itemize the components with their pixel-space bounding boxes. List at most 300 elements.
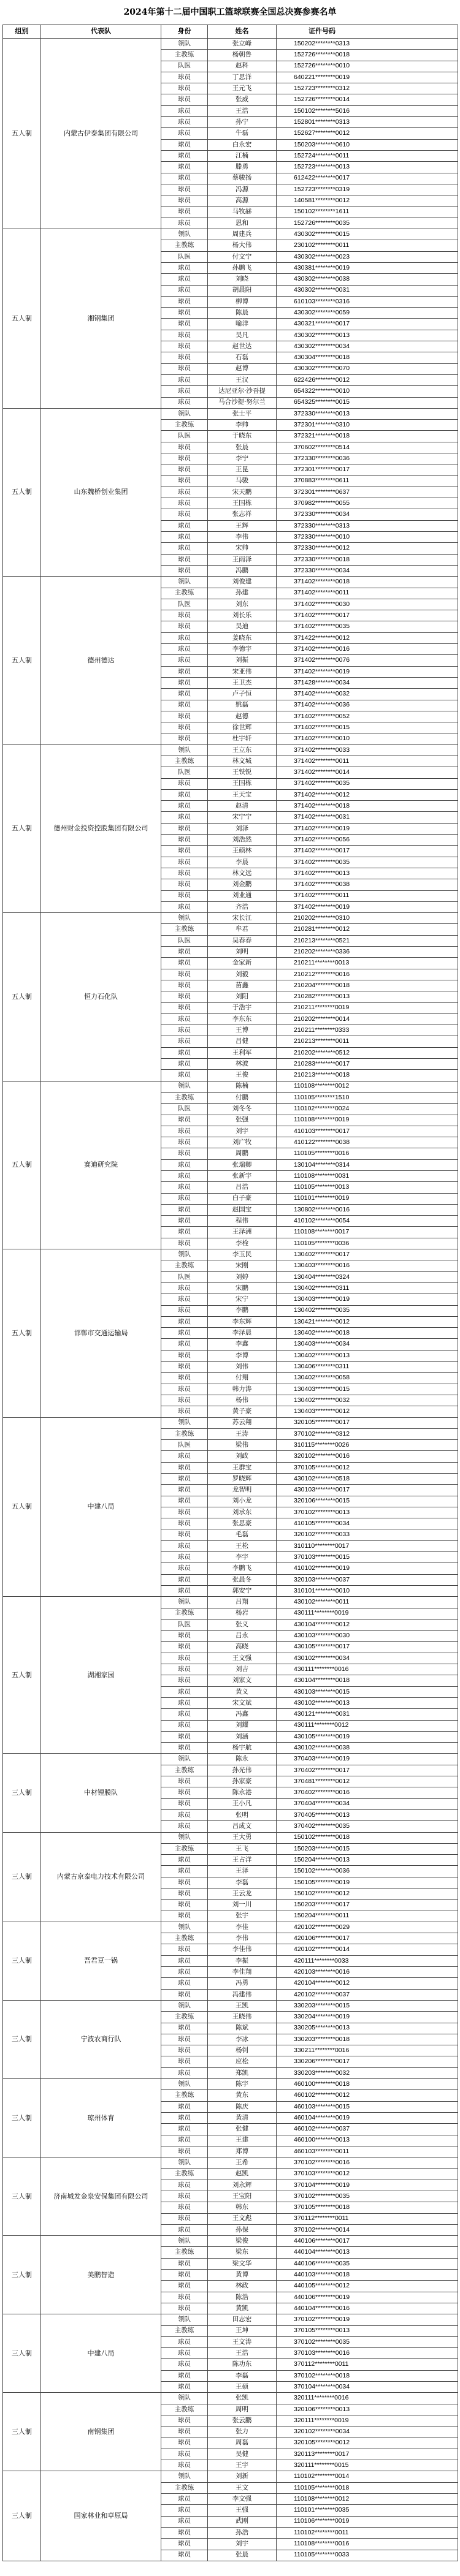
id-cell: 110108********0031	[277, 1170, 458, 1181]
id-cell: 152726********0014	[277, 94, 458, 105]
id-cell: 460104********0019	[277, 2112, 458, 2123]
group-cell: 三人制	[3, 2000, 41, 2078]
role-cell: 领队	[161, 2471, 208, 2482]
id-cell: 372330********0034	[277, 565, 458, 576]
name-cell: 刘新	[208, 2471, 277, 2482]
role-cell: 领队	[161, 229, 208, 240]
name-cell: 张宇	[208, 1911, 277, 1922]
id-cell: 110108********0017	[277, 1227, 458, 1238]
id-cell: 371402********0012	[277, 789, 458, 800]
id-cell: 210202********0336	[277, 947, 458, 958]
role-cell: 球员	[161, 565, 208, 576]
name-cell: 宋长江	[208, 913, 277, 924]
role-cell: 球员	[161, 1855, 208, 1866]
name-cell: 杨伟	[208, 1395, 277, 1406]
id-cell: 371402********0035	[277, 778, 458, 789]
name-cell: 白子豪	[208, 1193, 277, 1204]
name-cell: 李佳伟	[208, 1944, 277, 1955]
id-cell: 370405********0013	[277, 1809, 458, 1820]
id-cell: 410105********0034	[277, 1518, 458, 1529]
role-cell: 球员	[161, 285, 208, 296]
role-cell: 球员	[161, 621, 208, 632]
name-cell: 王国栋	[208, 778, 277, 789]
id-cell: 370102********0014	[277, 2224, 458, 2235]
role-cell: 球员	[161, 1809, 208, 1820]
id-cell: 430381********0019	[277, 262, 458, 273]
id-cell: 320102********0034	[277, 2426, 458, 2438]
name-cell: 王利军	[208, 1047, 277, 1058]
id-cell: 430111********0012	[277, 1720, 458, 1731]
name-cell: 李鑫	[208, 1339, 277, 1350]
id-cell: 210212********0016	[277, 969, 458, 980]
id-cell: 152723********0013	[277, 162, 458, 173]
role-cell: 球员	[161, 150, 208, 161]
name-cell: 武刚	[208, 2516, 277, 2527]
role-cell: 球员	[161, 947, 208, 958]
role-cell: 球员	[161, 879, 208, 890]
role-cell: 球员	[161, 1866, 208, 1877]
id-cell: 370402********0016	[277, 1787, 458, 1798]
role-cell: 主教练	[161, 756, 208, 767]
name-cell: 林文城	[208, 756, 277, 767]
role-cell: 球员	[161, 1485, 208, 1496]
name-cell: 王小凡	[208, 1798, 277, 1809]
role-cell: 球员	[161, 1170, 208, 1181]
name-cell: 吕浩	[208, 1182, 277, 1193]
id-cell: 320102********0016	[277, 1451, 458, 1462]
name-cell: 王雨泽	[208, 554, 277, 565]
role-cell: 球员	[161, 1989, 208, 2000]
team-cell: 德州德达	[41, 577, 161, 744]
id-cell: 430302********0038	[277, 274, 458, 285]
role-cell: 球员	[161, 2516, 208, 2527]
name-cell: 杨钊	[208, 2045, 277, 2056]
role-cell: 球员	[161, 1776, 208, 1787]
role-cell: 队医	[161, 1104, 208, 1115]
role-cell: 主教练	[161, 420, 208, 431]
name-cell: 王晓伟	[208, 2012, 277, 2023]
id-cell: 440106********0019	[277, 2292, 458, 2303]
role-cell: 主教练	[161, 2404, 208, 2415]
role-cell: 球员	[161, 442, 208, 453]
header-group: 组别	[3, 25, 41, 39]
name-cell: 陈庆	[208, 2101, 277, 2112]
id-cell: 420106********0017	[277, 1933, 458, 1944]
id-cell: 152627********0012	[277, 128, 458, 139]
role-cell: 球员	[161, 2213, 208, 2224]
group-cell: 三人制	[3, 2157, 41, 2236]
id-cell: 130402********0311	[277, 1282, 458, 1294]
id-cell: 152723********0319	[277, 184, 458, 195]
name-cell: 梁东	[208, 2247, 277, 2258]
id-cell: 372330********0036	[277, 453, 458, 464]
name-cell: 李东东	[208, 1013, 277, 1025]
group-cell: 三人制	[3, 2079, 41, 2157]
id-cell: 440106********0035	[277, 2258, 458, 2269]
id-cell: 430302********0059	[277, 308, 458, 319]
role-cell: 球员	[161, 1316, 208, 1327]
name-cell: 李磊	[208, 2370, 277, 2381]
role-cell: 球员	[161, 1204, 208, 1215]
id-cell: 371402********0018	[277, 801, 458, 812]
id-cell: 130403********0015	[277, 1384, 458, 1395]
id-cell: 110101********0019	[277, 1193, 458, 1204]
id-cell: 320102********0033	[277, 1529, 458, 1540]
name-cell: 冯鑫	[208, 1709, 277, 1720]
role-cell: 球员	[161, 128, 208, 139]
role-cell: 球员	[161, 105, 208, 116]
role-cell: 球员	[161, 1552, 208, 1563]
name-cell: 金家新	[208, 958, 277, 969]
role-cell: 球员	[161, 722, 208, 733]
id-cell: 410122********0038	[277, 1137, 458, 1148]
id-cell: 430321********0017	[277, 319, 458, 330]
role-cell: 领队	[161, 1754, 208, 1765]
role-cell: 领队	[161, 2000, 208, 2011]
name-cell: 张晨	[208, 442, 277, 453]
role-cell: 球员	[161, 2067, 208, 2078]
name-cell: 孙鹏飞	[208, 262, 277, 273]
name-cell: 刘宇	[208, 2539, 277, 2550]
name-cell: 陈楠	[208, 1081, 277, 1092]
id-cell: 371402********0035	[277, 857, 458, 868]
id-cell: 372301********0637	[277, 487, 458, 498]
id-cell: 371402********0015	[277, 722, 458, 733]
name-cell: 李伟	[208, 1933, 277, 1944]
id-cell: 210281********0012	[277, 924, 458, 935]
name-cell: 马合沙提·努尔兰	[208, 397, 277, 408]
id-cell: 310115********0026	[277, 1440, 458, 1451]
name-cell: 刘业通	[208, 890, 277, 901]
name-cell: 宋帅	[208, 543, 277, 554]
name-cell: 张新宇	[208, 1170, 277, 1181]
role-cell: 球员	[161, 1978, 208, 1989]
role-cell: 球员	[161, 117, 208, 128]
id-cell: 150102********0036	[277, 1866, 458, 1877]
name-cell: 李佳	[208, 1922, 277, 1933]
role-cell: 球员	[161, 677, 208, 688]
role-cell: 球员	[161, 1339, 208, 1350]
id-cell: 320111********0015	[277, 2460, 458, 2471]
table-row	[3, 1922, 458, 1933]
name-cell: 恩和	[208, 218, 277, 229]
role-cell: 领队	[161, 2079, 208, 2090]
name-cell: 刘泽	[208, 823, 277, 834]
id-cell: 330205********0013	[277, 2023, 458, 2034]
table-row	[3, 1081, 458, 1092]
role-cell: 球员	[161, 1563, 208, 1574]
id-cell: 372330********0034	[277, 509, 458, 520]
name-cell: 马骏	[208, 475, 277, 487]
name-cell: 李晨	[208, 857, 277, 868]
name-cell: 刘毅	[208, 969, 277, 980]
name-cell: 赵清	[208, 801, 277, 812]
role-cell: 球员	[161, 1631, 208, 1642]
name-cell: 杜宇轩	[208, 733, 277, 744]
name-cell: 孙建	[208, 588, 277, 599]
name-cell: 付鹏	[208, 1092, 277, 1103]
id-cell: 150102********1611	[277, 206, 458, 218]
group-cell: 五人制	[3, 408, 41, 576]
name-cell: 刘冬冬	[208, 1104, 277, 1115]
name-cell: 王博	[208, 1025, 277, 1036]
id-cell: 370102********0035	[277, 2336, 458, 2347]
role-cell: 球员	[161, 2550, 208, 2561]
name-cell: 王辉	[208, 520, 277, 531]
name-cell: 高晓	[208, 1642, 277, 1653]
role-cell: 球员	[161, 1036, 208, 1047]
role-cell: 球员	[161, 1720, 208, 1731]
role-cell: 领队	[161, 2236, 208, 2247]
name-cell: 宋鹏	[208, 1282, 277, 1294]
role-cell: 球员	[161, 1227, 208, 1238]
role-cell: 队医	[161, 1271, 208, 1282]
role-cell: 主教练	[161, 1933, 208, 1944]
id-cell: 370602********0514	[277, 442, 458, 453]
role-cell: 球员	[161, 1328, 208, 1339]
table-row	[3, 2236, 458, 2247]
name-cell: 张威	[208, 94, 277, 105]
role-cell: 球员	[161, 1013, 208, 1025]
name-cell: 程伟	[208, 1216, 277, 1227]
id-cell: 370103********0016	[277, 2348, 458, 2359]
id-cell: 150102********0012	[277, 1888, 458, 1899]
role-cell: 队医	[161, 251, 208, 262]
table-row	[3, 408, 458, 419]
name-cell: 宋天鹏	[208, 487, 277, 498]
name-cell: 陈浩	[208, 2292, 277, 2303]
role-cell: 球员	[161, 789, 208, 800]
team-cell: 吾君豆一锅	[41, 1922, 161, 2000]
header-id: 证件号码	[277, 25, 458, 39]
id-cell: 371402********0076	[277, 655, 458, 666]
id-cell: 460102********0037	[277, 2124, 458, 2135]
table-row	[3, 913, 458, 924]
role-cell: 球员	[161, 2348, 208, 2359]
group-cell: 五人制	[3, 1597, 41, 1754]
role-cell: 球员	[161, 162, 208, 173]
id-cell: 371402********0019	[277, 823, 458, 834]
name-cell: 冯源	[208, 184, 277, 195]
id-cell: 372330********0013	[277, 408, 458, 419]
name-cell: 喻洋	[208, 319, 277, 330]
team-cell: 中建八局	[41, 2314, 161, 2393]
id-cell: 320113********0017	[277, 2449, 458, 2460]
id-cell: 370103********0012	[277, 2169, 458, 2180]
id-cell: 370402********0017	[277, 1765, 458, 1776]
name-cell: 刘长乐	[208, 610, 277, 621]
name-cell: 赵国宝	[208, 1204, 277, 1215]
role-cell: 球员	[161, 2034, 208, 2045]
id-cell: 371402********0013	[277, 868, 458, 879]
role-cell: 球员	[161, 610, 208, 621]
group-cell: 五人制	[3, 39, 41, 229]
role-cell: 球员	[161, 1821, 208, 1832]
id-cell: 370104********0034	[277, 2382, 458, 2393]
role-cell: 主教练	[161, 924, 208, 935]
role-cell: 球员	[161, 890, 208, 901]
id-cell: 152801********0313	[277, 117, 458, 128]
table-row	[3, 744, 458, 756]
role-cell: 领队	[161, 1922, 208, 1933]
id-cell: 330211********0016	[277, 2045, 458, 2056]
role-cell: 队医	[161, 599, 208, 610]
name-cell: 赵博	[208, 363, 277, 374]
id-cell: 370103********0015	[277, 1552, 458, 1563]
header-name: 姓名	[208, 25, 277, 39]
name-cell: 王汉	[208, 374, 277, 385]
name-cell: 白永宏	[208, 139, 277, 150]
name-cell: 宋文斌	[208, 1697, 277, 1708]
role-cell: 球员	[161, 308, 208, 319]
role-cell: 球员	[161, 2460, 208, 2471]
role-cell: 球员	[161, 1159, 208, 1170]
name-cell: 王铁锐	[208, 767, 277, 778]
role-cell: 球员	[161, 666, 208, 677]
name-cell: 冯勇	[208, 1978, 277, 1989]
team-cell: 琼州体育	[41, 2079, 161, 2157]
role-cell: 球员	[161, 812, 208, 823]
name-cell: 张强	[208, 1115, 277, 1126]
name-cell: 王浩	[208, 105, 277, 116]
id-cell: 430121********0031	[277, 1709, 458, 1720]
name-cell: 赵德	[208, 711, 277, 722]
id-cell: 210202********0512	[277, 1047, 458, 1058]
role-cell: 主教练	[161, 2012, 208, 2023]
group-cell: 五人制	[3, 229, 41, 409]
id-cell: 371402********0031	[277, 812, 458, 823]
id-cell: 320105********0012	[277, 2438, 458, 2449]
role-cell: 球员	[161, 72, 208, 83]
role-cell: 球员	[161, 2449, 208, 2460]
group-cell: 三人制	[3, 2236, 41, 2314]
id-cell: 371402********0017	[277, 610, 458, 621]
id-cell: 150204********0013	[277, 1855, 458, 1866]
id-cell: 370112********0011	[277, 2359, 458, 2370]
role-cell: 球员	[161, 1529, 208, 1540]
table-row	[3, 1249, 458, 1260]
name-cell: 刘阳	[208, 991, 277, 1002]
role-cell: 领队	[161, 1597, 208, 1608]
id-cell: 430302********0070	[277, 363, 458, 374]
role-cell: 主教练	[161, 2325, 208, 2336]
role-cell: 领队	[161, 1832, 208, 1843]
id-cell: 150203********0015	[277, 1843, 458, 1854]
id-cell: 372330********0018	[277, 554, 458, 565]
name-cell: 王文涛	[208, 2336, 277, 2347]
id-cell: 430302********0013	[277, 330, 458, 341]
name-cell: 刘金鹏	[208, 879, 277, 890]
id-cell: 130421********0012	[277, 1316, 458, 1327]
table-row	[3, 2079, 458, 2090]
id-cell: 460103********0015	[277, 2101, 458, 2112]
name-cell: 马牧赫	[208, 206, 277, 218]
id-cell: 371402********0011	[277, 890, 458, 901]
role-cell: 球员	[161, 2023, 208, 2034]
role-cell: 球员	[161, 2336, 208, 2347]
id-cell: 110101********0035	[277, 2505, 458, 2516]
name-cell: 王宇	[208, 2460, 277, 2471]
name-cell: 宋宁宁	[208, 812, 277, 823]
id-cell: 110105********1510	[277, 1092, 458, 1103]
role-cell: 球员	[161, 1967, 208, 1978]
name-cell: 李宁	[208, 453, 277, 464]
id-cell: 110105********0016	[277, 1148, 458, 1159]
role-cell: 球员	[161, 2135, 208, 2146]
name-cell: 孙家豪	[208, 1776, 277, 1787]
id-cell: 330203********0015	[277, 2000, 458, 2011]
name-cell: 赵凯	[208, 2169, 277, 2180]
group-cell: 三人制	[3, 1754, 41, 1832]
team-cell: 山东魏桥创业集团	[41, 408, 161, 576]
role-cell: 球员	[161, 2258, 208, 2269]
name-cell: 刘广牧	[208, 1137, 277, 1148]
name-cell: 吕翔	[208, 1597, 277, 1608]
role-cell: 球员	[161, 520, 208, 531]
id-cell: 371402********0052	[277, 711, 458, 722]
id-cell: 430302********0034	[277, 341, 458, 352]
name-cell: 毛磊	[208, 1529, 277, 1540]
team-cell: 内蒙古京泰电力技术有限公司	[41, 1832, 161, 1922]
id-cell: 371402********0011	[277, 588, 458, 599]
role-cell: 球员	[161, 711, 208, 722]
id-cell: 371402********0019	[277, 901, 458, 912]
role-cell: 球员	[161, 1518, 208, 1529]
name-cell: 陈永港	[208, 1787, 277, 1798]
role-cell: 球员	[161, 2370, 208, 2381]
role-cell: 球员	[161, 1664, 208, 1675]
id-cell: 371402********0056	[277, 835, 458, 846]
role-cell: 主教练	[161, 2482, 208, 2493]
name-cell: 王坤	[208, 2325, 277, 2336]
name-cell: 王立东	[208, 744, 277, 756]
role-cell: 球员	[161, 1282, 208, 1294]
name-cell: 杨大伟	[208, 240, 277, 251]
name-cell: 苏云翔	[208, 1417, 277, 1428]
role-cell: 球员	[161, 1047, 208, 1058]
id-cell: 110105********0018	[277, 2482, 458, 2493]
role-cell: 球员	[161, 1025, 208, 1036]
id-cell: 370402********0035	[277, 1821, 458, 1832]
role-cell: 领队	[161, 408, 208, 419]
name-cell: 周鹏	[208, 1148, 277, 1159]
id-cell: 330206********0017	[277, 2056, 458, 2067]
id-cell: 371402********0014	[277, 767, 458, 778]
role-cell: 球员	[161, 2415, 208, 2426]
role-cell: 主教练	[161, 1092, 208, 1103]
role-cell: 球员	[161, 1585, 208, 1596]
id-cell: 330203********0018	[277, 2034, 458, 2045]
name-cell: 吴春春	[208, 935, 277, 946]
role-cell: 球员	[161, 2270, 208, 2281]
id-cell: 371402********0030	[277, 599, 458, 610]
role-cell: 球员	[161, 2539, 208, 2550]
team-cell: 中建八局	[41, 1417, 161, 1597]
role-cell: 球员	[161, 2281, 208, 2292]
id-cell: 372301********0310	[277, 420, 458, 431]
id-cell: 150102********0018	[277, 1832, 458, 1843]
name-cell: 周磊	[208, 2438, 277, 2449]
name-cell: 张思豪	[208, 1518, 277, 1529]
role-cell: 球员	[161, 1406, 208, 1417]
name-cell: 牟君	[208, 924, 277, 935]
name-cell: 陈斌	[208, 2023, 277, 2034]
id-cell: 430104********0018	[277, 1675, 458, 1686]
role-cell: 球员	[161, 1070, 208, 1081]
id-cell: 110102********0014	[277, 2471, 458, 2482]
role-cell: 球员	[161, 2292, 208, 2303]
name-cell: 王强	[208, 2505, 277, 2516]
